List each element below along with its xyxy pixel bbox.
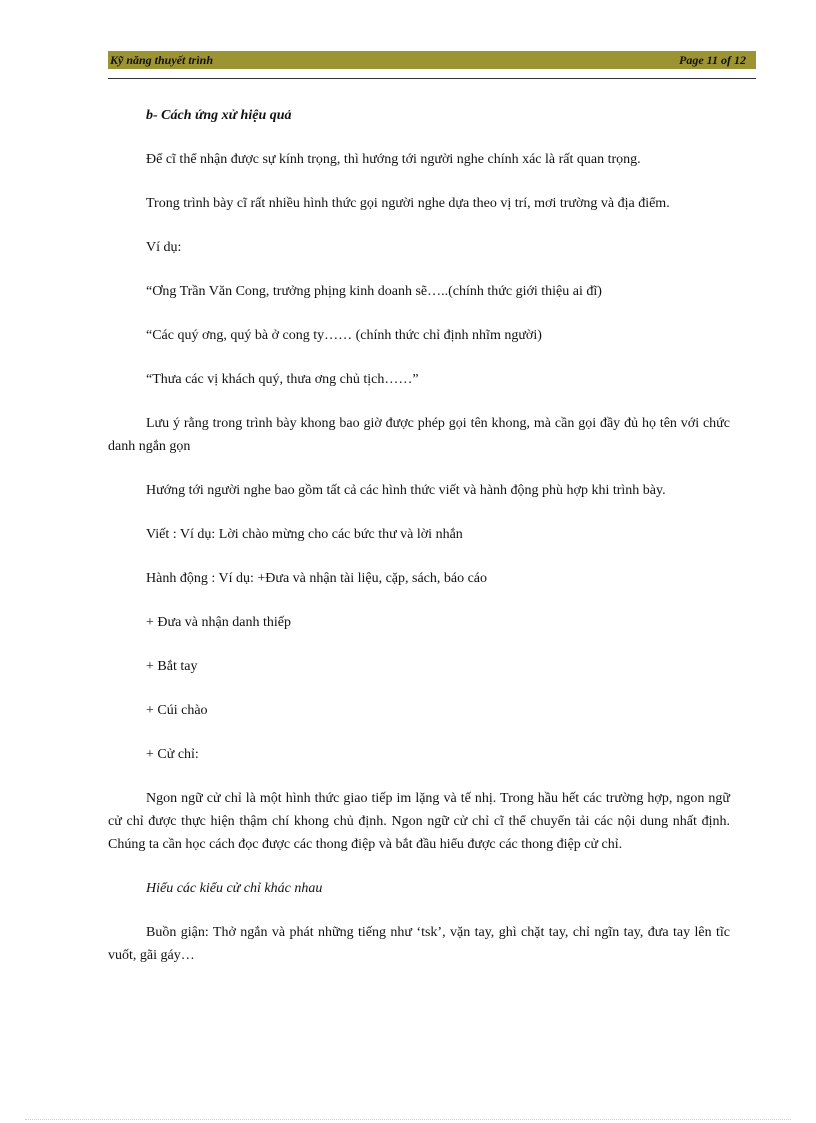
section-heading: b- Cách ứng xử hiệu quả (146, 108, 292, 123)
subheading: Hiểu các kiểu cử chỉ khác nhau (146, 881, 323, 896)
write-example: Viết : Ví dụ: Lời chào mừng cho các bức thư và lời nhắn (146, 527, 463, 542)
paragraph: Buồn giận: Thở ngắn và phát những tiếng như ‘tsk’, vặn tay, ghì chặt tay, chỉ ngĩn tay, đưa tay lên tĩc vuốt, gãi gáy… (108, 925, 730, 963)
list-item: + Cử chỉ: (146, 747, 199, 762)
page-header (108, 51, 756, 69)
header-divider (108, 78, 756, 79)
example-quote: “Thưa các vị khách quý, thưa ơng chủ tịch……” (146, 372, 419, 387)
paragraph: Trong trình bày cĩ rất nhiều hình thức gọi người nghe dựa theo vị trí, mơi trường và địa điểm. (146, 196, 670, 211)
document-title: Kỹ năng thuyết trình (110, 53, 214, 67)
document-body (108, 96, 730, 967)
paragraph: Ngon ngữ cử chỉ là một hình thức giao tiếp im lặng và tế nhị. Trong hầu hết các trường hợp, ngon ngữ cử chỉ được thực hiện thậm chí khong chủ định. Ngon ngữ cử chỉ cĩ thể chuyển tải các nội dung nhất định. Chúng ta cần học cách đọc được các thong điệp và bắt đầu hiểu được các thong điệp cử chỉ. (108, 791, 730, 852)
example-label: Ví dụ: (146, 240, 182, 255)
paragraph: Lưu ý rằng trong trình bày khong bao giờ được phép gọi tên khong, mà cần gọi đầy đủ họ tên với chức danh ngắn gọn (108, 416, 730, 454)
paragraph: Để cĩ thể nhận được sự kính trọng, thì hướng tới người nghe chính xác là rất quan trọng. (146, 152, 641, 167)
example-quote: “Ơng Trần Văn Cong, trưởng phịng kinh doanh sẽ…..(chính thức giới thiệu ai đĩ) (146, 284, 602, 299)
example-quote: “Các quý ơng, quý bà ở cong ty…… (chính thức chỉ định nhĩm người) (146, 328, 542, 343)
list-item: + Cúi chào (146, 703, 208, 718)
footer-divider (25, 1119, 791, 1120)
list-item: + Bắt tay (146, 659, 198, 674)
action-example: Hành động : Ví dụ: +Đưa và nhận tài liệu, cặp, sách, báo cáo (146, 571, 488, 586)
page-number: Page 11 of 12 (679, 53, 746, 67)
paragraph: Hướng tới người nghe bao gồm tất cả các hình thức viết và hành động phù hợp khi trình bày. (146, 483, 666, 498)
list-item: + Đưa và nhận danh thiếp (146, 615, 291, 630)
